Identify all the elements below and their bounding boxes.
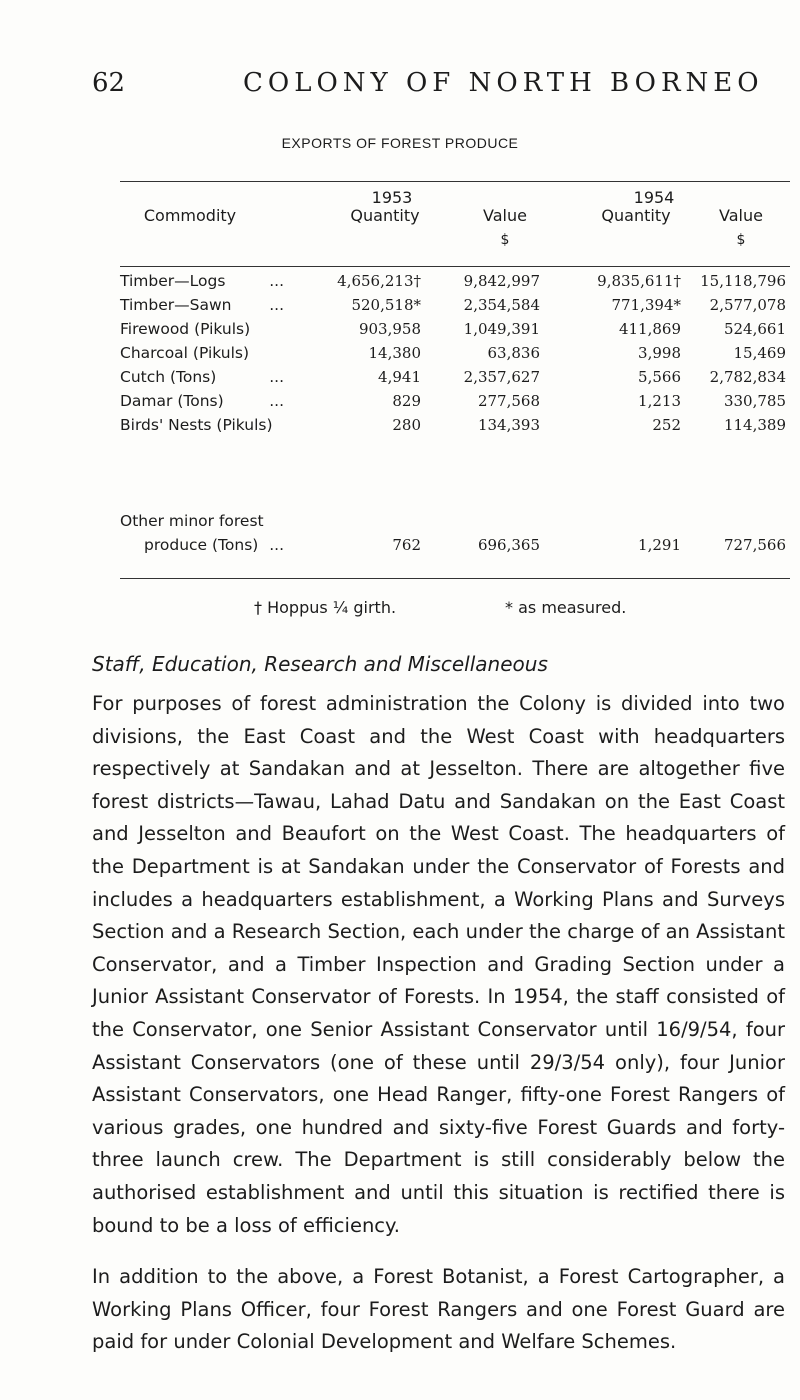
commodity-cell: Charcoal (Pikuls) <box>120 344 250 362</box>
quantity-1953-cell: 829 <box>392 392 421 410</box>
value-1953-cell: 63,836 <box>487 344 540 362</box>
commodity-cell: Firewood (Pikuls) <box>120 320 251 338</box>
year-1953-heading: 1953 <box>371 188 413 207</box>
quantity-1954-header: Quantity <box>601 206 671 225</box>
paragraph-staff: For purposes of forest administration the Colony is divided into two divisions, the East Coast and the West Coast with headquarters respectively at Sandakan and at Jesselton. There are altogether five forest districts—Tawau, Lahad Datu and Sandakan on the East Coast and Jesselton and Beaufort on the West Coast. The headquarters of the Department is at Sandakan under the Conservator of Forests and includes a headquarters establishment, a Working Plans and Surveys Section and a Research Section, each under the charge of an Assistant Conservator, and a Timber Inspection and Grading Section under a Junior Assistant Conservator of Forests. In 1954, the staff consisted of the Conservator, one Senior Assistant Conservator until 16/9/54, four Assistant Conservators (one of these until 29/3/54 only), four Junior Assistant Conservators, one Head Ranger, fifty-one Forest Rangers of various grades, one hundred and sixty-five Forest Guards and forty-three launch crew. The Department is still considerably below the authorised establishment and until this situation is rectified there is bound to be a loss of efficiency. <box>92 692 785 1237</box>
currency-1954: $ <box>736 232 746 248</box>
value-1954-cell: 727,566 <box>723 536 786 554</box>
paragraph-colonial-development: In addition to the above, a Forest Botanist, a Forest Cartographer, a Working Plans Officer, four Forest Rangers and one Forest Guard are paid for under Colonial Development and Welfare Schemes. <box>92 1265 785 1354</box>
value-1953-cell: 277,568 <box>477 392 540 410</box>
quantity-1953-header: Quantity <box>350 206 420 225</box>
quantity-1953-cell: 280 <box>392 416 421 434</box>
value-1954-cell: 524,661 <box>723 320 786 338</box>
table-caption: EXPORTS OF FOREST PRODUCE <box>281 135 519 151</box>
quantity-1953-cell: 520,518* <box>351 296 421 314</box>
quantity-1954-cell: 252 <box>652 416 681 434</box>
commodity-cell: Other minor forest <box>120 512 264 530</box>
value-1954-header: Value <box>719 206 763 225</box>
commodity-cell: Birds' Nests (Pikuls) <box>120 416 273 434</box>
value-1954-cell: 2,782,834 <box>709 368 786 386</box>
value-1953-cell: 2,357,627 <box>463 368 540 386</box>
leader-dots: ... <box>269 392 284 410</box>
page-number: 62 <box>92 68 126 98</box>
value-1954-cell: 15,118,796 <box>700 272 786 290</box>
value-1954-cell: 114,389 <box>723 416 786 434</box>
currency-1953: $ <box>500 232 510 248</box>
quantity-1953-cell: 4,656,213† <box>337 272 421 290</box>
quantity-1953-cell: 4,941 <box>378 368 421 386</box>
table-top-rule <box>120 181 790 182</box>
value-1953-cell: 696,365 <box>477 536 540 554</box>
value-1953-cell: 134,393 <box>477 416 540 434</box>
running-title: COLONY OF NORTH BORNEO <box>243 68 764 98</box>
commodity-cell: Cutch (Tons) <box>120 368 217 386</box>
value-1954-cell: 2,577,078 <box>709 296 786 314</box>
footnote-measured: * as measured. <box>505 598 627 617</box>
leader-dots: ... <box>269 368 284 386</box>
quantity-1954-cell: 9,835,611† <box>597 272 681 290</box>
quantity-1953-cell: 14,380 <box>368 344 421 362</box>
leader-dots: ... <box>269 272 284 290</box>
value-1953-cell: 1,049,391 <box>463 320 540 338</box>
footnote-hoppus: † Hoppus ¼ girth. <box>254 598 397 617</box>
value-1953-header: Value <box>483 206 527 225</box>
quantity-1954-cell: 1,213 <box>638 392 681 410</box>
commodity-column-header: Commodity <box>143 206 237 225</box>
value-1953-cell: 9,842,997 <box>463 272 540 290</box>
value-1953-cell: 2,354,584 <box>463 296 540 314</box>
commodity-cell: Timber—Logs <box>120 272 226 290</box>
leader-dots: ... <box>269 536 284 554</box>
quantity-1953-cell: 903,958 <box>358 320 421 338</box>
quantity-1954-cell: 5,566 <box>638 368 681 386</box>
commodity-cell: Timber—Sawn <box>120 296 232 314</box>
quantity-1954-cell: 3,998 <box>638 344 681 362</box>
commodity-cell: Damar (Tons) <box>120 392 224 410</box>
commodity-cell: produce (Tons) <box>144 536 259 554</box>
value-1954-cell: 330,785 <box>723 392 786 410</box>
value-1954-cell: 15,469 <box>733 344 786 362</box>
quantity-1953-cell: 762 <box>392 536 421 554</box>
quantity-1954-cell: 1,291 <box>638 536 681 554</box>
quantity-1954-cell: 771,394* <box>611 296 681 314</box>
quantity-1954-cell: 411,869 <box>618 320 681 338</box>
leader-dots: ... <box>269 296 284 314</box>
table-bottom-rule <box>120 578 790 579</box>
section-heading: Staff, Education, Research and Miscellaneous <box>92 652 548 676</box>
year-1954-heading: 1954 <box>633 188 675 207</box>
table-header-rule <box>120 266 790 267</box>
